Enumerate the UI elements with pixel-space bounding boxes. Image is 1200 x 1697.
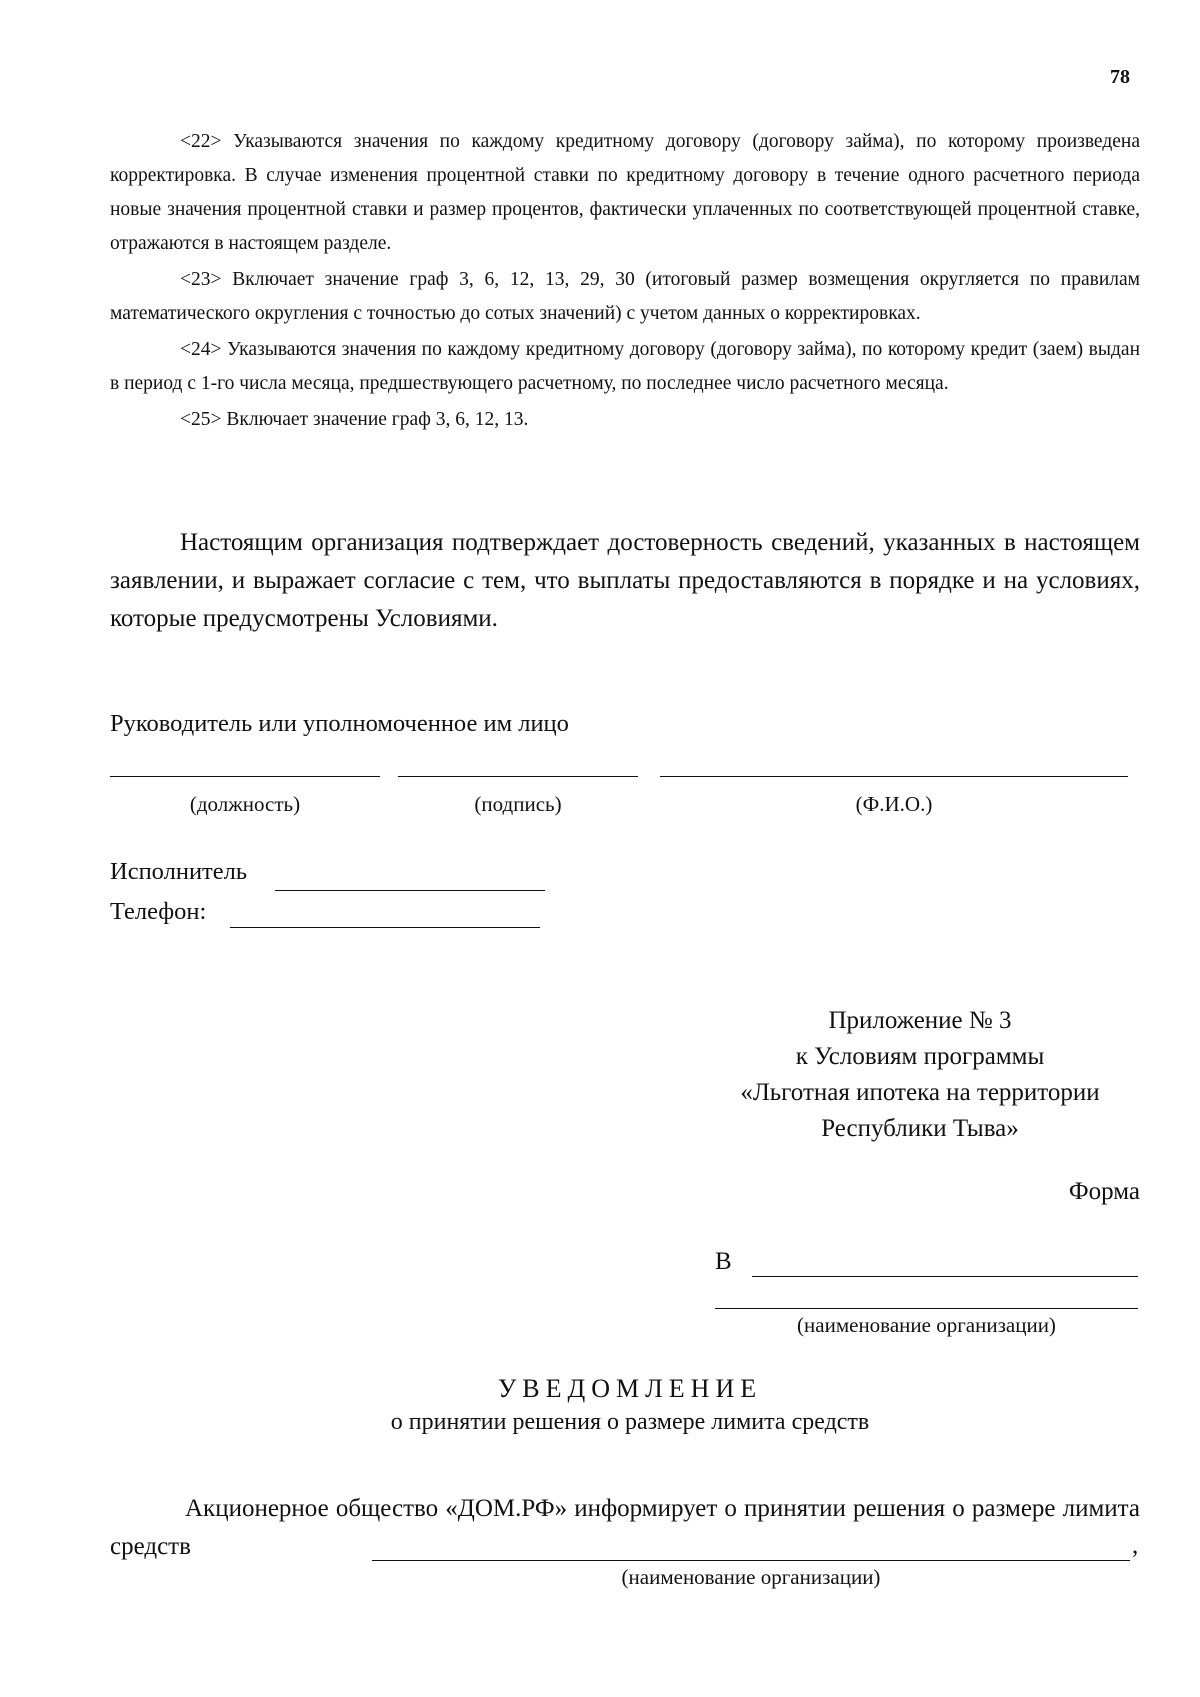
signature-line[interactable] — [398, 776, 638, 777]
to-label: В — [715, 1248, 732, 1275]
limit-org-caption: (наименование организации) — [621, 1565, 881, 1589]
footnote-23: <23> Включает значение граф 3, 6, 12, 13, 29, 30 (итоговый размер возмещения округляется по правилам математического округления с точностью до сотых значений) с учетом данных о корректировках. — [110, 269, 1140, 324]
phone-line[interactable] — [230, 927, 540, 928]
notice-comma: , — [1132, 1532, 1139, 1559]
notice-body — [110, 1490, 1140, 1566]
form-label: Форма — [1068, 1178, 1140, 1205]
recipient-caption: (наименование организации) — [797, 1313, 1056, 1337]
appendix-line-3: «Льготная ипотека на территории — [740, 1079, 1100, 1106]
notice-title: УВЕДОМЛЕНИЕ — [497, 1374, 763, 1403]
page-number: 78 — [1110, 66, 1130, 88]
position-line[interactable] — [110, 776, 380, 777]
confirmation-paragraph — [110, 524, 1140, 638]
executor-line[interactable] — [275, 890, 545, 891]
appendix-line-2: к Условиям программы — [795, 1043, 1045, 1070]
notice-subtitle: о принятии решения о размере лимита средств — [390, 1409, 870, 1435]
name-caption: (Ф.И.О.) — [855, 792, 933, 816]
appendix-line-1: Приложение № 3 — [828, 1007, 1012, 1034]
footnotes — [110, 125, 1140, 439]
recipient-line-2[interactable] — [715, 1308, 1138, 1309]
signature-caption: (подпись) — [474, 792, 562, 816]
footnote-22: <22> Указываются значения по каждому кредитному договору (договору займа), по которому произведена корректировка. В случае изменения процентной ставки по кредитному договору в течение одного расчетного периода новые значения процентной ставки и размер процентов, фактически уплаченных по соответствующей процентной ставке, отражаются в настоящем разделе. — [110, 131, 1140, 254]
position-caption: (должность) — [189, 792, 301, 816]
phone-label: Телефон: — [110, 898, 207, 925]
footnote-24: <24> Указываются значения по каждому кредитному договору (договору займа), по которому кредит (заем) выдан в период с 1-го числа месяца, предшествующего расчетному, по последнее число расчетного месяца. — [110, 339, 1140, 394]
executor-label: Исполнитель — [110, 858, 248, 885]
appendix-header — [700, 1003, 1140, 1147]
signature-heading: Руководитель или уполномоченное им лицо — [110, 710, 569, 737]
limit-org-line[interactable] — [372, 1560, 1130, 1561]
confirmation-text: Настоящим организация подтверждает достоверность сведений, указанных в настоящем заявлении, и выражает согласие с тем, что выплаты предоставляются в порядке и на условиях, которые предусмотрены Условиями. — [110, 529, 1140, 632]
name-line[interactable] — [660, 776, 1128, 777]
notice-body-text: Акционерное общество «ДОМ.РФ» информирует о принятии решения о размере лимита средств — [110, 1495, 1140, 1560]
recipient-line-1[interactable] — [752, 1276, 1138, 1277]
appendix-line-4: Республики Тыва» — [821, 1115, 1019, 1142]
footnote-25: <25> Включает значение граф 3, 6, 12, 13. — [180, 409, 529, 430]
